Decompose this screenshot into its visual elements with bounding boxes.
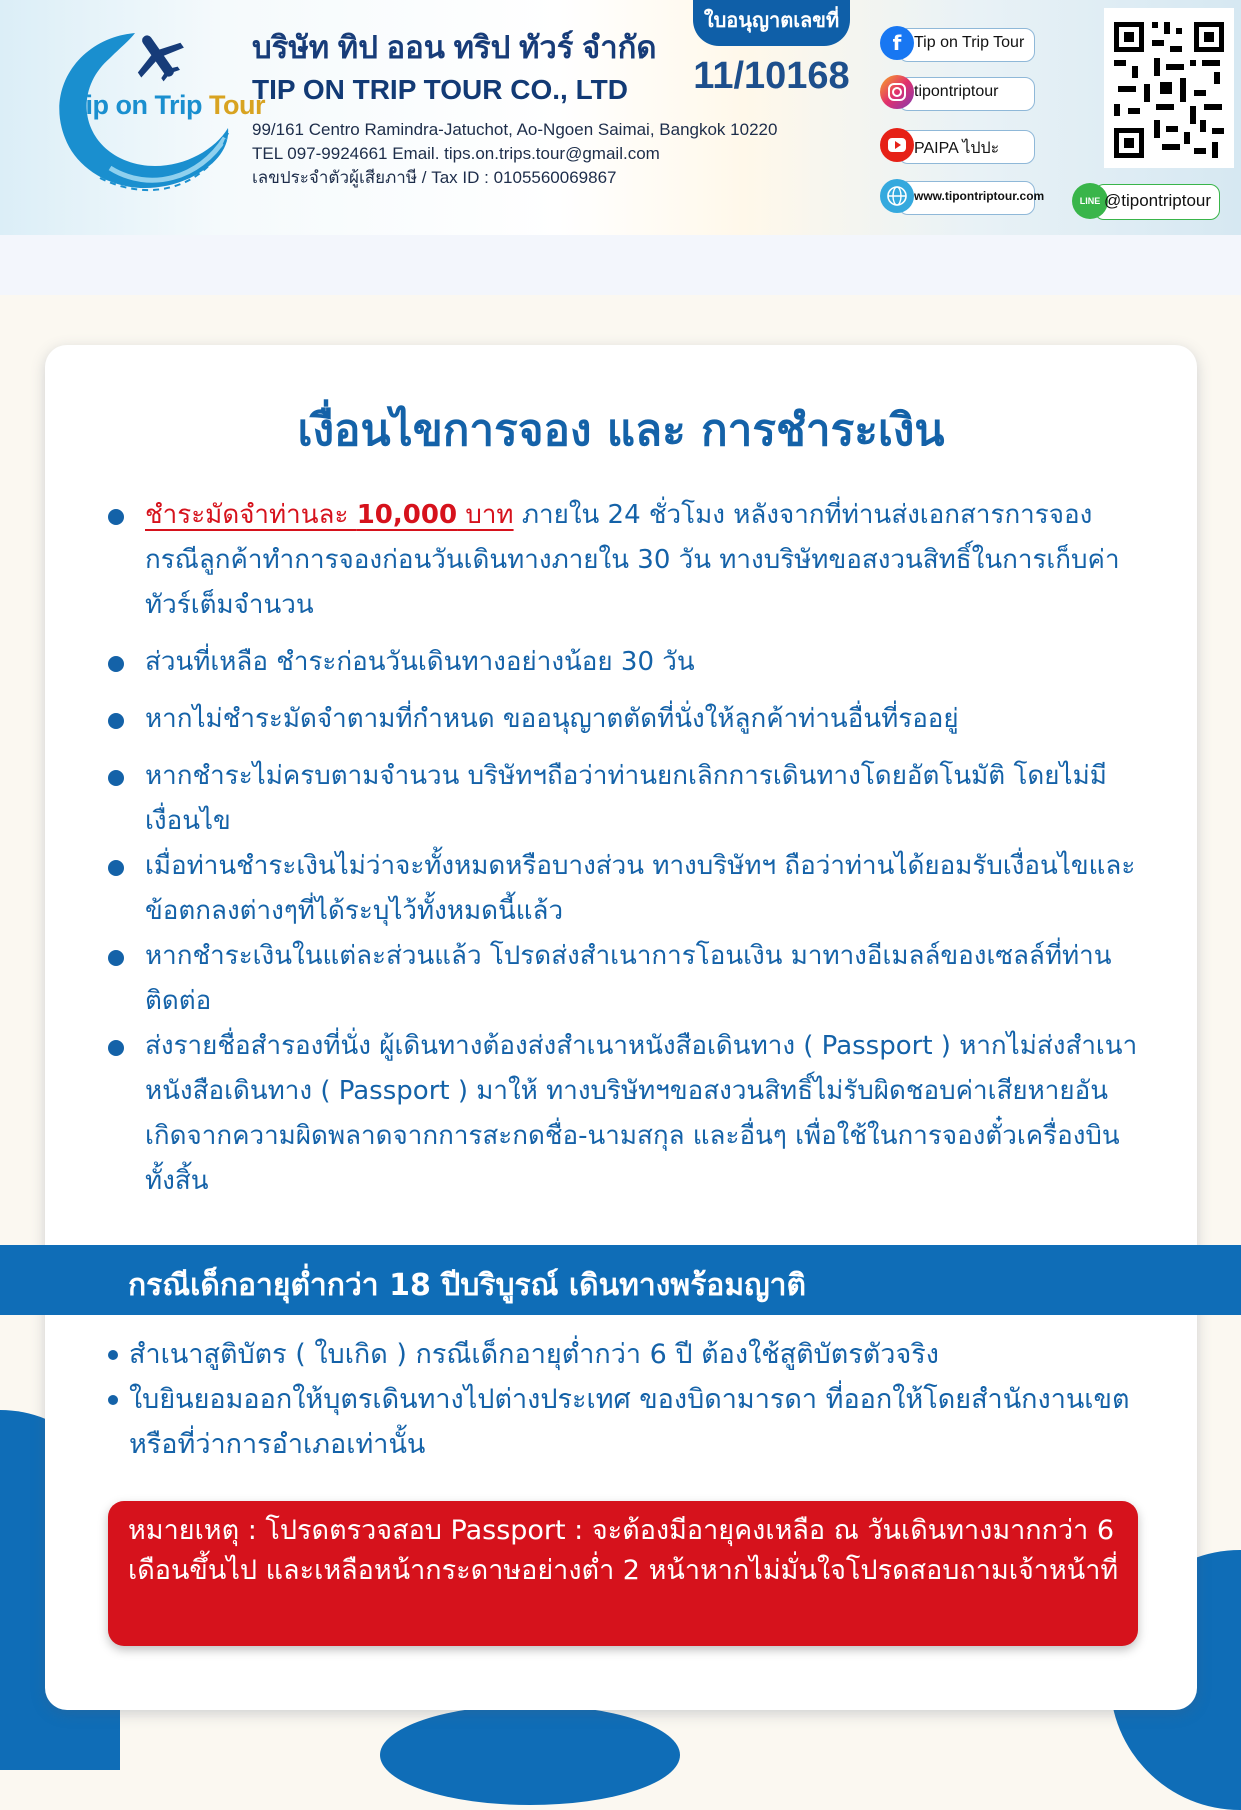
terms-item-incomplete-payment: [105, 754, 1145, 844]
header-spacer-band: [0, 235, 1241, 295]
social-facebook[interactable]: [880, 26, 1035, 62]
letterhead: [0, 0, 1241, 235]
social-instagram[interactable]: [880, 75, 1035, 111]
facebook-label: Tip on Trip Tour: [914, 34, 1025, 51]
terms-item-text: ส่วนที่เหลือ ชำระก่อนวันเดินทางอย่างน้อย 30 วัน: [145, 647, 695, 677]
minors-item-text: สำเนาสูติบัตร ( ใบเกิด ) กรณีเด็กอายุต่ำกว่า 6 ปี ต้องใช้สูติบัตรตัวจริง: [129, 1339, 939, 1370]
bullet-icon: [108, 509, 124, 525]
terms-item-transfer-slip: [105, 934, 1145, 1024]
logo-wordmark: [70, 90, 265, 121]
terms-item-passport: [105, 1024, 1145, 1204]
passport-note-text: หมายเหตุ : โปรดตรวจสอบ Passport : จะต้องมีอายุคงเหลือ ณ วันเดินทางมากกว่า 6 เดือนขึ้นไป และเหลือหน้ากระดาษอย่างต่ำ 2 หน้าหากไม่มั่นใจโปรดสอบถามเจ้าหน้าที่: [128, 1515, 1119, 1586]
bullet-icon: [108, 1040, 124, 1056]
youtube-label: PAIPA ไปปะ: [914, 140, 1000, 157]
decorative-shape-bottom: [380, 1705, 680, 1805]
qr-code[interactable]: [1104, 8, 1234, 168]
bullet-icon: [108, 656, 124, 672]
bullet-icon: [108, 860, 124, 876]
company-name-th: บริษัท ทิป ออน ทริป ทัวร์ จำกัด: [252, 30, 657, 65]
terms-item-deposit: [105, 493, 1145, 628]
bullet-icon: [108, 1395, 118, 1405]
bullet-icon: [108, 950, 124, 966]
terms-item-text: หากชำระเงินในแต่ละส่วนแล้ว โปรดส่งสำเนาการโอนเงิน มาทางอีเมลล์ของเซลล์ที่ท่านติดต่อ: [145, 941, 1112, 1016]
social-website[interactable]: [880, 179, 1045, 215]
facebook-icon: f: [880, 26, 914, 60]
company-address: 99/161 Centro Ramindra-Jatuchot, Ao-Ngoen Saimai, Bangkok 10220: [252, 120, 778, 139]
social-line[interactable]: [1072, 183, 1220, 219]
instagram-icon: [880, 75, 914, 109]
globe-icon: [880, 179, 914, 213]
airplane-icon: [123, 21, 193, 90]
deposit-suffix: บาท: [457, 500, 514, 530]
license-label: ใบอนุญาตเลขที่: [693, 0, 850, 46]
social-youtube[interactable]: [880, 128, 1035, 164]
terms-item-text: หากไม่ชำระมัดจำตามที่กำหนด ขออนุญาตตัดที่นั่งให้ลูกค้าท่านอื่นที่รออยู่: [145, 704, 959, 734]
minors-item-consent-letter: [105, 1377, 1145, 1467]
logo-word-1: Tip on Trip: [70, 90, 209, 120]
terms-item-balance: [105, 640, 1145, 685]
terms-item-text: หากชำระไม่ครบตามจำนวน บริษัทฯถือว่าท่านยกเลิกการเดินทางโดยอัตโนมัติ โดยไม่มีเงื่อนไข: [145, 761, 1107, 836]
logo-word-2: Tour: [209, 90, 265, 120]
terms-item-text: เมื่อท่านชำระเงินไม่ว่าจะทั้งหมดหรือบางส่วน ทางบริษัทฯ ถือว่าท่านได้ยอมรับเงื่อนไขและข้อตกลงต่างๆที่ได้ระบุไว้ทั้งหมดนี้แล้ว: [145, 851, 1136, 926]
instagram-label: tipontriptour: [914, 83, 999, 100]
line-label: @tipontriptour: [1104, 191, 1212, 210]
bullet-icon: [108, 770, 124, 786]
company-tax-id: เลขประจำตัวผู้เสียภาษี / Tax ID : 0105560069867: [252, 168, 617, 187]
company-contact: TEL 097-9924661 Email. tips.on.trips.tour@gmail.com: [252, 144, 660, 163]
terms-item-no-deposit: [105, 697, 1145, 742]
deposit-details: ภายใน 24 ชั่วโมง หลังจากที่ท่านส่งเอกสารการจอง กรณีลูกค้าทำการจองก่อนวันเดินทางภายใน 30 วัน ทางบริษัทขอสงวนสิทธิ์ในการเก็บค่าทัวร์เต็มจำนวน: [145, 500, 1120, 620]
passport-note-box: [108, 1501, 1138, 1646]
deposit-amount: 10,000: [356, 500, 458, 530]
minors-list: [105, 1332, 1145, 1467]
bullet-icon: [108, 1350, 118, 1360]
minors-heading: กรณีเด็กอายุต่ำกว่า 18 ปีบริบูรณ์ เดินทางพร้อมญาติ: [128, 1268, 806, 1303]
line-icon: LINE: [1072, 183, 1108, 219]
page-title: เงื่อนไขการจอง และ การชำระเงิน: [297, 405, 945, 456]
terms-list: [105, 493, 1145, 1204]
license-number: 11/10168: [693, 55, 850, 97]
website-label: www.tipontriptour.com: [914, 189, 1045, 203]
minors-item-text: ใบยินยอมออกให้บุตรเดินทางไปต่างประเทศ ของบิดามารดา ที่ออกให้โดยสำนักงานเขตหรือที่ว่าการอำเภอเท่านั้น: [129, 1384, 1130, 1460]
minors-item-birth-certificate: [105, 1332, 1145, 1377]
deposit-emphasis: [145, 500, 514, 530]
youtube-icon: [880, 128, 914, 162]
deposit-prefix: ชำระมัดจำท่านละ: [145, 500, 357, 530]
terms-item-acceptance: [105, 844, 1145, 934]
bullet-icon: [108, 713, 124, 729]
company-name-en: TIP ON TRIP TOUR CO., LTD: [252, 74, 628, 105]
terms-item-text: ส่งรายชื่อสำรองที่นั่ง ผู้เดินทางต้องส่งสำเนาหนังสือเดินทาง ( Passport ) หากไม่ส่งสำเนาหนังสือเดินทาง ( Passport ) มาให้ ทางบริษัทฯขอสงวนสิทธิ์ไม่รับผิดชอบค่าเสียหายอันเกิดจากความผิดพลาดจากการสะกดชื่อ-นามสกุล และอื่นๆ เพื่อใช้ในการจองตั๋วเครื่องบินทั้งสิ้น: [145, 1031, 1138, 1196]
